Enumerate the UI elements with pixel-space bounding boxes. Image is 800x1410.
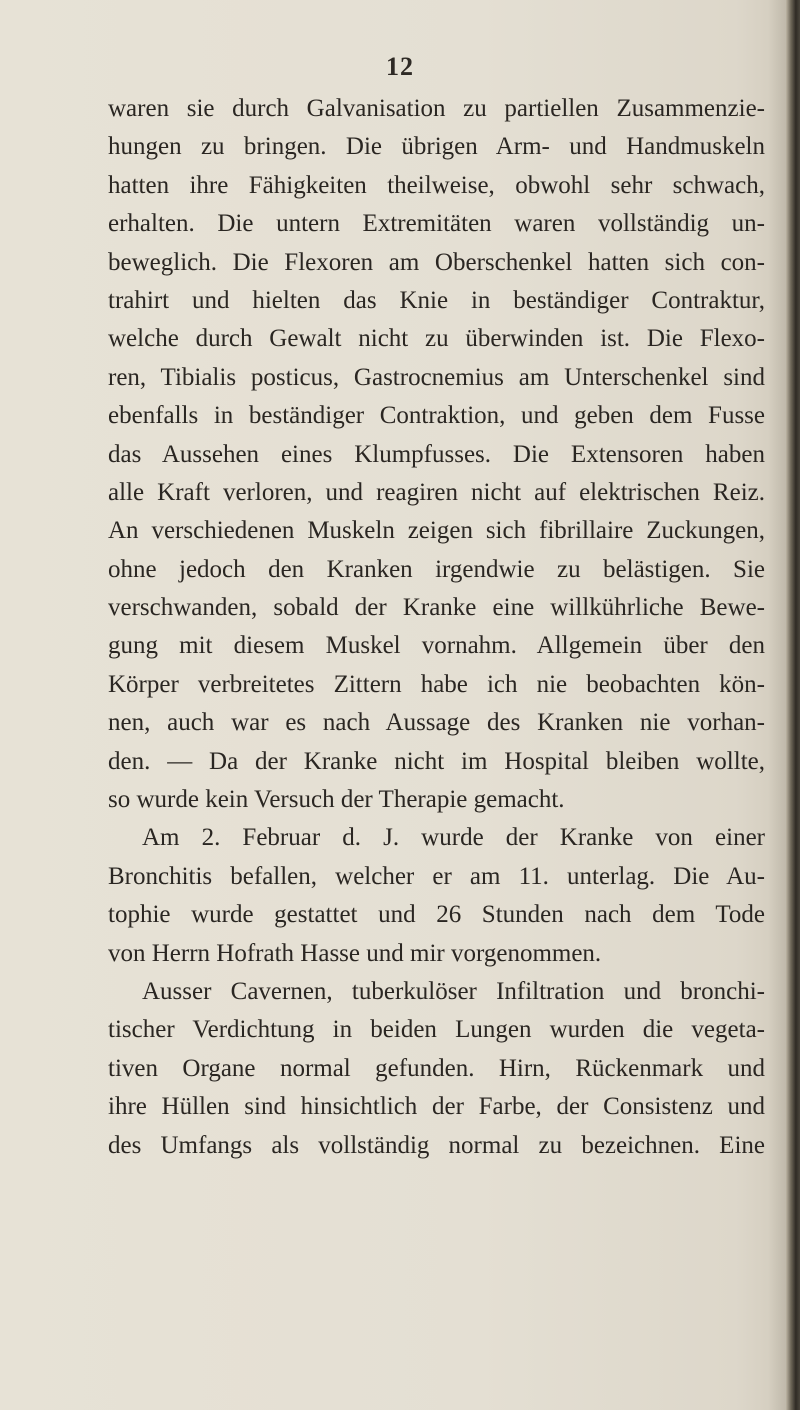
text-line: gung mit diesem Muskel vornahm. Allgemein über den — [108, 632, 765, 660]
text-line: so wurde kein Versuch der Therapie gemacht. — [108, 786, 565, 814]
text-line: hatten ihre Fähigkeiten theilweise, obwohl sehr schwach, — [108, 171, 765, 199]
text-line: den. — Da der Kranke nicht im Hospital bleiben wollte, — [108, 747, 765, 775]
text-line: Am 2. Februar d. J. wurde der Kranke von einer — [142, 824, 765, 852]
text-line: Körper verbreitetes Zittern habe ich nie beobachten kön- — [108, 670, 765, 698]
text-line: welche durch Gewalt nicht zu überwinden ist. Die Flexo- — [108, 325, 765, 353]
text-line: An verschiedenen Muskeln zeigen sich fibrillaire Zuckungen, — [108, 517, 765, 545]
text-line: trahirt und hielten das Knie in beständiger Contraktur, — [108, 286, 765, 314]
text-line: Bronchitis befallen, welcher er am 11. unterlag. Die Au- — [108, 862, 765, 890]
text-line: tophie wurde gestattet und 26 Stunden nach dem Tode — [108, 901, 765, 929]
page-number: 12 — [386, 52, 414, 81]
text-line: waren sie durch Galvanisation zu partiellen Zusammenzie- — [108, 95, 765, 122]
text-line: tiven Organe normal gefunden. Hirn, Rückenmark und — [108, 1054, 765, 1082]
text-line: Ausser Cavernen, tuberkulöser Infiltration und bronchi- — [142, 977, 765, 1005]
text-line: des Umfangs als vollständig normal zu bezeichnen. Eine — [108, 1131, 765, 1159]
text-line: verschwanden, sobald der Kranke eine willkührliche Bewe- — [108, 594, 765, 622]
text-line: das Aussehen eines Klumpfusses. Die Extensoren haben — [108, 440, 765, 468]
text-line: ohne jedoch den Kranken irgendwie zu belästigen. Sie — [108, 555, 765, 583]
binding-shadow — [768, 0, 786, 1410]
text-line: von Herrn Hofrath Hasse und mir vorgenommen. — [108, 939, 602, 967]
body-text — [108, 90, 765, 1165]
text-line: nen, auch war es nach Aussage des Kranken nie vorhan- — [108, 709, 765, 737]
text-line: ren, Tibialis posticus, Gastrocnemius am Unterschenkel sind — [108, 363, 765, 391]
text-line: hungen zu bringen. Die übrigen Arm- und Handmuskeln — [108, 133, 765, 161]
book-edge — [786, 0, 800, 1410]
text-line: tischer Verdichtung in beiden Lungen wurden die vegeta- — [108, 1016, 765, 1044]
text-line: ebenfalls in beständiger Contraktion, und geben dem Fusse — [108, 402, 765, 430]
text-line: ihre Hüllen sind hinsichtlich der Farbe, der Consistenz und — [108, 1093, 765, 1121]
text-line: erhalten. Die untern Extremitäten waren vollständig un- — [108, 210, 765, 238]
text-line: alle Kraft verloren, und reagiren nicht auf elektrischen Reiz. — [108, 478, 765, 506]
text-line: beweglich. Die Flexoren am Oberschenkel hatten sich con- — [108, 248, 765, 276]
